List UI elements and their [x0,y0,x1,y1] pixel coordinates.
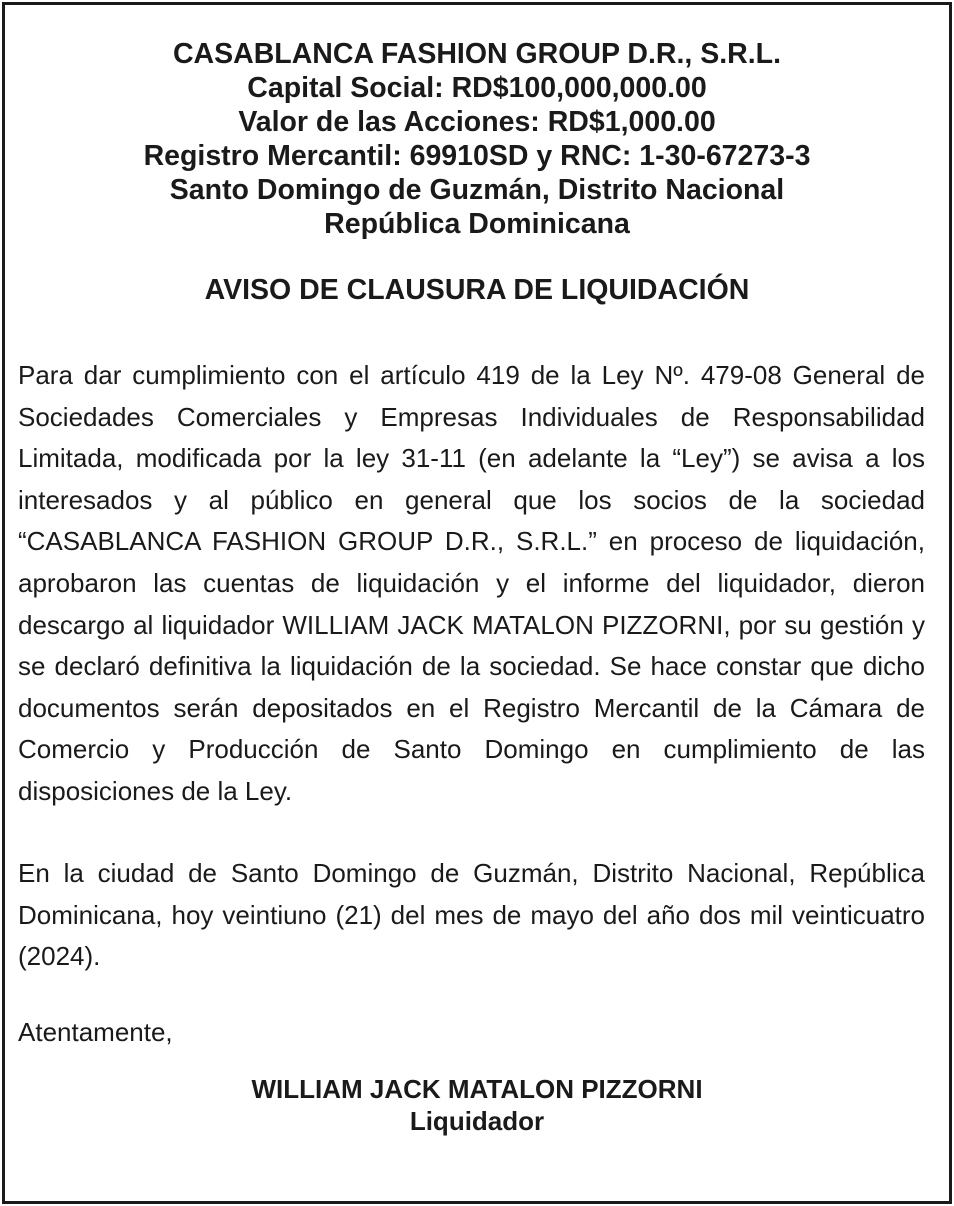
signer-name: WILLIAM JACK MATALON PIZZORNI [251,1074,703,1104]
signature-block [0,1073,954,1137]
share-value: Valor de las Acciones: RD$1,000.00 [238,106,716,138]
capital-social: Capital Social: RD$100,000,000.00 [247,72,707,104]
closing-salutation: Atentamente, [18,1017,173,1047]
company-city: Santo Domingo de Guzmán, Distrito Nacional [169,174,785,206]
notice-body-paragraph: Para dar cumplimiento con el artículo 419 de la Ley Nº. 479-08 General de Sociedades Comerciales y Empresas Individuales de Responsabilidad Limitada, modificada por la ley 31-11 (en adelante la “Ley”) se avisa a los interesados y al público en general que los socios de la sociedad “CASABLANCA FASHION GROUP D.R., S.R.L.” en proceso de liquidación, aprobaron las cuentas de liquidación y el informe del liquidador, dieron descargo al liquidador WILLIAM JACK MATALON PIZZORNI, por su gestión y se declaró definitiva la liquidación de la sociedad. Se hace constar que dicho documentos serán depositados en el Registro Mercantil de la Cámara de Comercio y Producción de Santo Domingo en cumplimiento de las disposiciones de la Ley. [18,360,925,806]
company-country: República Dominicana [324,208,630,240]
company-name: CASABLANCA FASHION GROUP D.R., S.R.L. [172,38,782,70]
notice-title: AVISO DE CLAUSURA DE LIQUIDACIÓN [204,274,750,306]
company-header [0,37,954,241]
registry-info: Registro Mercantil: 69910SD y RNC: 1-30-67273-3 [143,140,811,172]
signer-role: Liquidador [409,1106,545,1136]
notice-date-paragraph: En la ciudad de Santo Domingo de Guzmán, Distrito Nacional, República Dominicana, hoy veintiuno (21) del mes de mayo del año dos mil veinticuatro (2024). [18,858,925,972]
